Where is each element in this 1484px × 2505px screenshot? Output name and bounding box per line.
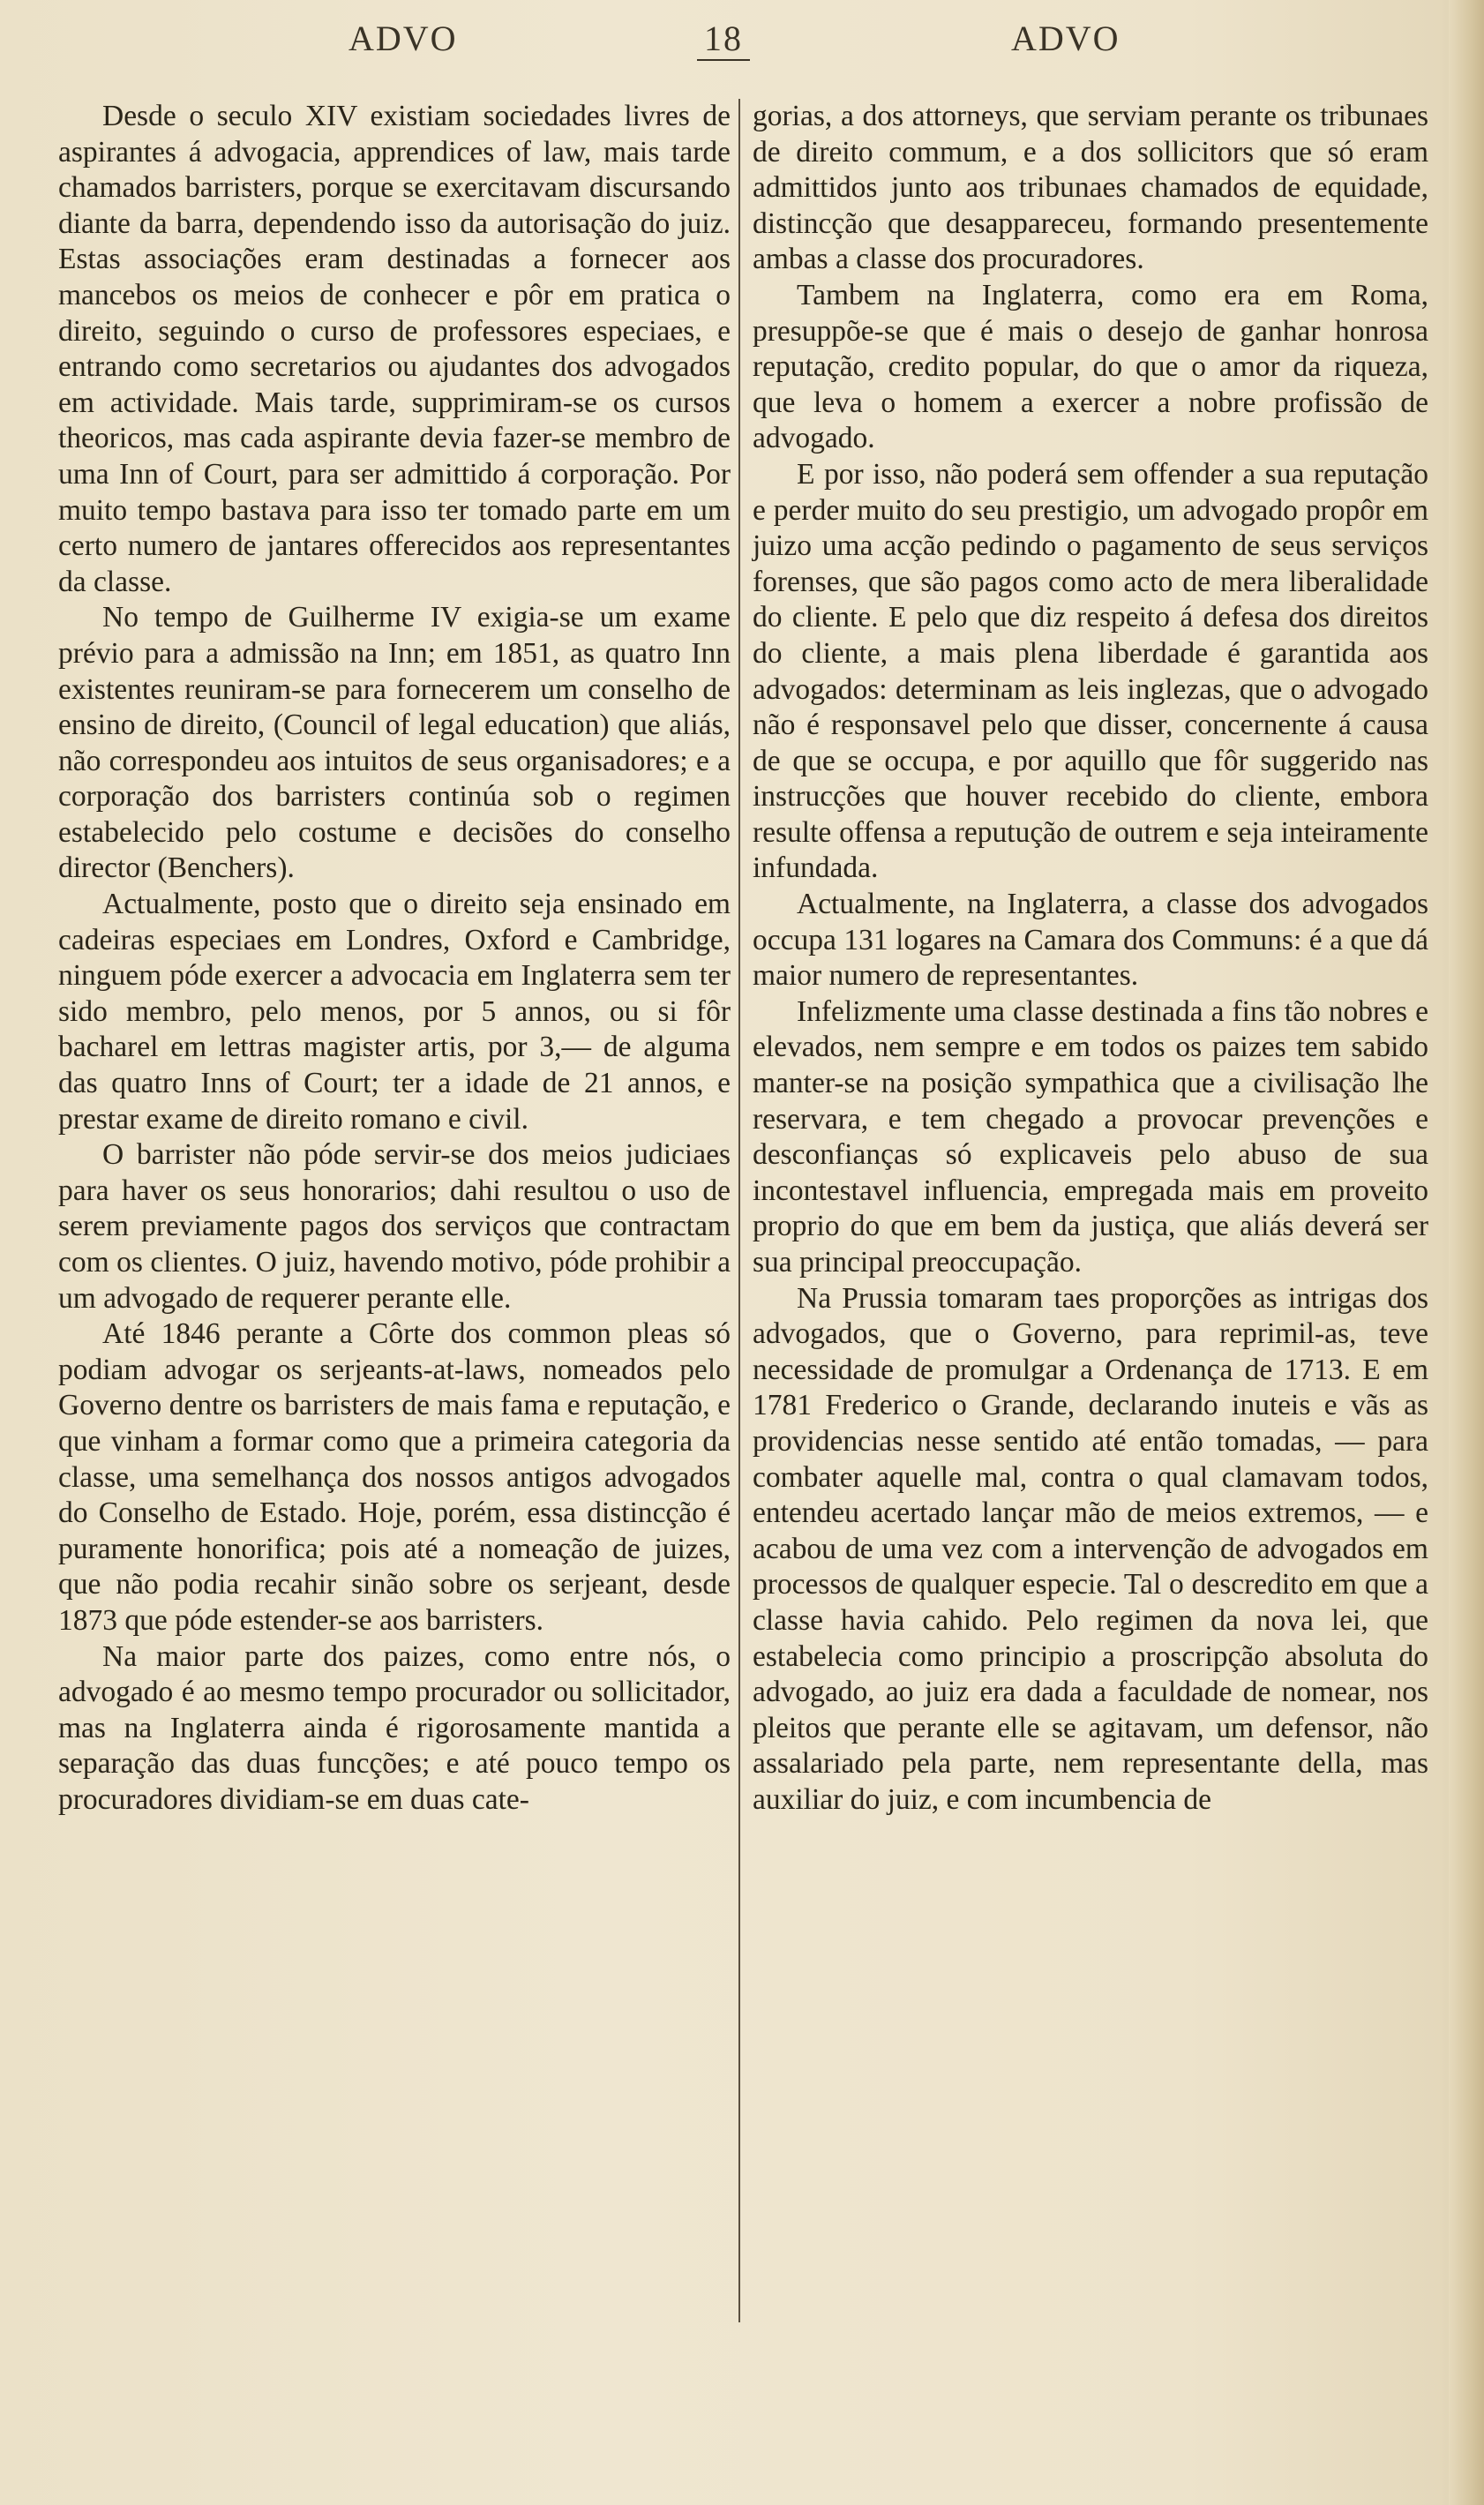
running-header bbox=[0, 12, 1484, 65]
paragraph: Tambem na Inglaterra, como era em Roma, presuppõe-se que é mais o desejo de ganhar honrosa reputação, credito popular, do que o amor da riqueza, que leva o homem a exercer a nobre profissão de advogado. bbox=[753, 278, 1428, 455]
page-edge-shadow bbox=[1449, 0, 1484, 2505]
paragraph: Actualmente, na Inglaterra, a classe dos advogados occupa 131 logares na Camara dos Communs: é a que dá maior numero de representantes. bbox=[753, 888, 1428, 993]
paragraph: No tempo de Guilherme IV exigia-se um exame prévio para a admissão na Inn; em 1851, as quatro Inn existentes reuniram-se para fornecerem um conselho de ensino de direito, (Council of legal education) que aliás, não correspondeu aos intuitos de seus organisadores; e a corporação dos barristers continúa sob o regimen estabelecido pelo costume e decisões do conselho director (Benchers). bbox=[58, 601, 731, 885]
column-divider bbox=[738, 99, 740, 2322]
paragraph: E por isso, não poderá sem offender a sua reputação e perder muito do seu prestigio, um advogado propôr em juizo uma acção pedindo o pagamento de seus serviços forenses, que são pagos como acto de mera liberalidade do cliente. E pelo que diz respeito á defesa dos direitos do cliente, a mais plena liberdade é garantida aos advogados: determinam as leis inglezas, que o advogado não é responsavel pelo que disser, concernente á causa de que se occupa, e por aquillo que fôr suggerido nas instrucções que houver recebido do cliente, embora resulte offensa a reputução de outrem e seja inteiramente infundada. bbox=[753, 457, 1428, 885]
right-column bbox=[753, 99, 1428, 1819]
paragraph: Na maior parte dos paizes, como entre nós, o advogado é ao mesmo tempo procurador ou sollicitador, mas na Inglaterra ainda é rigorosamente mantida a separação das duas funcções; e até pouco tempo os procuradores dividiam-se em duas cate- bbox=[58, 1639, 731, 1816]
header-left-word: ADVO bbox=[349, 19, 458, 58]
page-number: 18 bbox=[697, 18, 750, 61]
paragraph: Até 1846 perante a Côrte dos common pleas só podiam advogar os serjeants-at-laws, nomeados pelo Governo dentre os barristers de mais fama e reputação, e que vinham a formar como que a primeira categoria da classe, uma semelhança dos nossos antigos advogados do Conselho de Estado. Hoje, porém, essa distincção é puramente honorifica; pois até a nomeação de juizes, que não podia recahir sinão sobre os serjeant, desde 1873 que póde estender-se aos barristers. bbox=[58, 1317, 731, 1637]
paragraph: O barrister não póde servir-se dos meios judiciaes para haver os seus honorarios; dahi resultou o uso de serem previamente pagos dos serviços que contractam com os clientes. O juiz, havendo motivo, póde prohibir a um advogado de requerer perante elle. bbox=[58, 1138, 731, 1315]
paragraph: Desde o seculo XIV existiam sociedades livres de aspirantes á advogacia, apprendices of law, mais tarde chamados barristers, porque se exercitavam discursando diante da barra, dependendo isso da autorisação do juiz. Estas associações eram destinadas a fornecer aos mancebos os meios de conhecer e pôr em pratica o direito, seguindo o curso de professores especiaes, e entrando como secretarios ou ajudantes dos advogados em actividade. Mais tarde, supprimiram-se os cursos theoricos, mas cada aspirante devia fazer-se membro de uma Inn of Court, para ser admittido á corporação. Por muito tempo bastava para isso ter tomado parte em um certo numero de jantares offerecidos aos representantes da classe. bbox=[58, 100, 731, 598]
left-column bbox=[58, 99, 731, 1819]
paragraph: Infelizmente uma classe destinada a fins tão nobres e elevados, nem sempre e em todos os paizes tem sabido manter-se na posição sympathica que a civilisação lhe reservara, e tem chegado a provocar prevenções e desconfianças só explicaveis pelo abuso de sua incontestavel influencia, empregada mais em proveito proprio do que em bem da justiça, que aliás deverá ser sua principal preoccupação. bbox=[753, 994, 1428, 1279]
paragraph: Na Prussia tomaram taes proporções as intrigas dos advogados, que o Governo, para reprimil-as, teve necessidade de promulgar a Ordenança de 1713. E em 1781 Frederico o Grande, declarando inuteis e vãs as providencias nesse sentido até então tomadas, — para combater aquelle mal, contra o qual clamavam todos, entendeu acertado lançar mão de meios extremos, — e acabou de uma vez com a intervenção de advogados em processos de qualquer especie. Tal o descredito em que a classe havia cahido. Pelo regimen da nova lei, que estabelecia como principio a proscripção absoluta do advogado, ao juiz era dada a faculdade de nomear, nos pleitos que perante elle se agitavam, um defensor, não assalariado pela parte, nem representante della, mas auxiliar do juiz, e com incumbencia de bbox=[753, 1281, 1428, 1816]
header-right-word: ADVO bbox=[1011, 19, 1120, 58]
paragraph: Actualmente, posto que o direito seja ensinado em cadeiras especiaes em Londres, Oxford e Cambridge, ninguem póde exercer a advocacia em Inglaterra sem ter sido membro, pelo menos, por 5 annos, ou si fôr bacharel em lettras magister artis, por 3,— de alguma das quatro Inns of Court; ter a idade de 21 annos, e prestar exame de direito romano e civil. bbox=[58, 888, 731, 1136]
paragraph-continuation: gorias, a dos attorneys, que serviam perante os tribunaes de direito commum, e a dos sollicitors que só eram admittidos junto aos tribunaes chamados de equidade, distincção que desappareceu, formando presentemente ambas a classe dos procuradores. bbox=[753, 100, 1428, 276]
